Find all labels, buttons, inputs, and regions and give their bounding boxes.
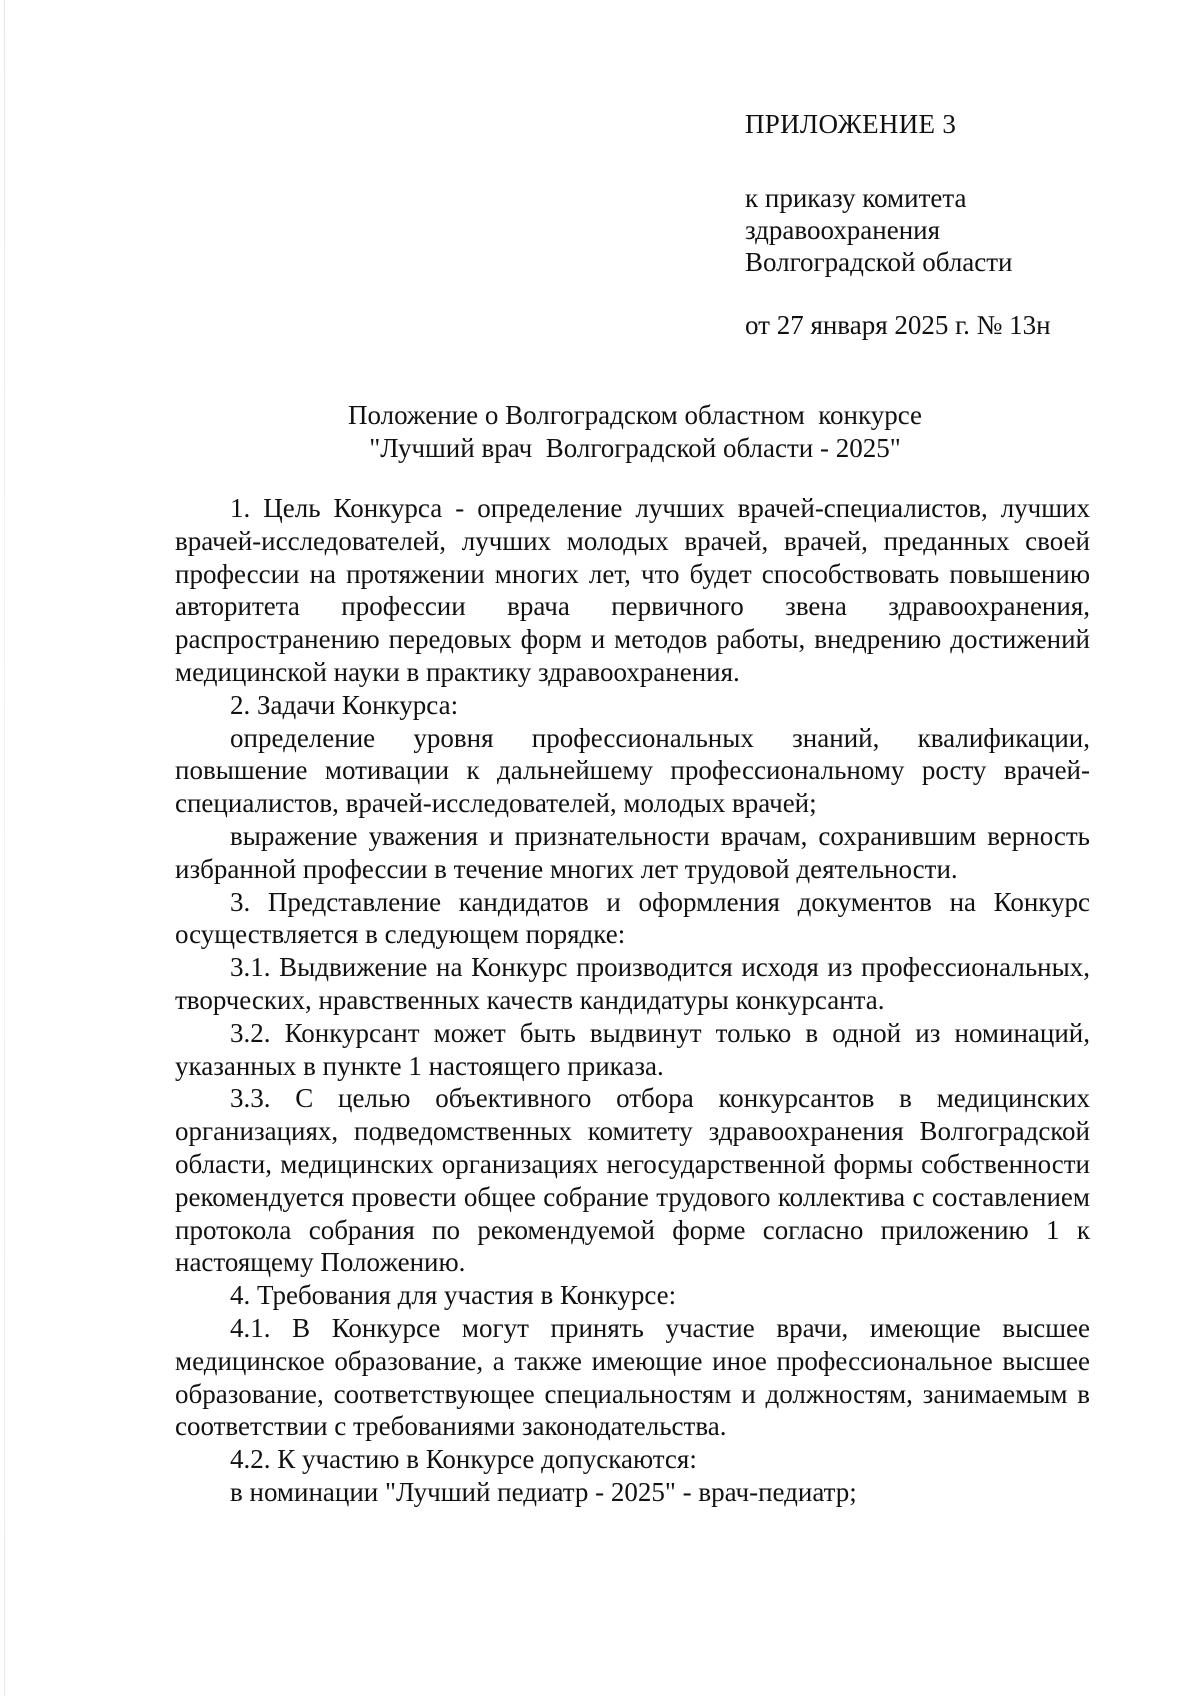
paragraph-4-1: 4.1. В Конкурсе могут принять участие врачи, имеющие высшее медицинское образование, а также имеющие иное профессиональное высшее образование, соответствующее специальностям и должностям, занимаемым в соответствии с требованиями законодательства. (175, 1312, 1090, 1442)
appendix-reference-line-2: здравоохранения (745, 215, 941, 245)
paragraph-2-tasks-heading: 2. Задачи Конкурса: (230, 689, 459, 720)
appendix-reference (745, 182, 1145, 278)
paragraph-3-1: 3.1. Выдвижение на Конкурс производится исходя из профессиональных, творческих, нравственных качеств кандидатуры конкурсанта. (175, 952, 1090, 1015)
document-title (175, 399, 1095, 465)
paragraph-4-2: 4.2. К участию в Конкурсе допускаются: (230, 1444, 697, 1475)
appendix-reference-line-1: к приказу комитета (745, 183, 967, 213)
paragraph-1-goal: 1. Цель Конкурса - определение лучших врачей-специалистов, лучших врачей-исследователей, лучших молодых врачей, врачей, преданных своей профессии на протяжении многих лет, что будет способствовать повышению авторитета профессии врача первичного звена здравоохранения, распространению передовых форм и методов работы, внедрению достижений медицинской науки в практику здравоохранения. (175, 493, 1090, 687)
document-body (175, 492, 1090, 1509)
paragraph-3-2: 3.2. Конкурсант может быть выдвинут только в одной из номинаций, указанных в пункте 1 настоящего приказа. (175, 1017, 1090, 1081)
paragraph-4-requirements: 4. Требования для участия в Конкурсе: (230, 1280, 677, 1311)
appendix-reference-line-3: Волгоградской области (745, 247, 1013, 277)
paragraph-nomination-pediatrician: в номинации "Лучший педиатр - 2025" - врач-педиатр; (230, 1476, 857, 1507)
paragraph-3-procedure: 3. Представление кандидатов и оформления документов на Конкурс осуществляется в следующем порядке: (175, 886, 1090, 950)
document-title-line-2: "Лучший врач Волгоградской области - 2025" (369, 433, 901, 463)
appendix-order-date: от 27 января 2025 г. № 13н (745, 310, 1051, 340)
appendix-title: ПРИЛОЖЕНИЕ 3 (745, 109, 957, 139)
document-title-line-1: Положение о Волгоградском областном конкурсе (347, 400, 923, 430)
paragraph-3-3: 3.3. С целью объективного отбора конкурсантов в медицинских организациях, подведомственных комитету здравоохранения Волгоградской области, медицинских организациях негосударственной формы собственности рекомендуется провести общее собрание трудового коллектива с составлением протокола собрания по рекомендуемой форме согласно приложению 1 к настоящему Положению. (175, 1083, 1090, 1278)
appendix-header (745, 108, 1145, 341)
scan-edge-line (4, 0, 5, 1696)
paragraph-task-1: определение уровня профессиональных знаний, квалификации, повышение мотивации к дальнейшему профессиональному росту врачей-специалистов, врачей-исследователей, молодых врачей; (175, 722, 1090, 819)
paragraph-task-2: выражение уважения и признательности врачам, сохранившим верность избранной профессии в течение многих лет трудовой деятельности. (175, 820, 1090, 884)
